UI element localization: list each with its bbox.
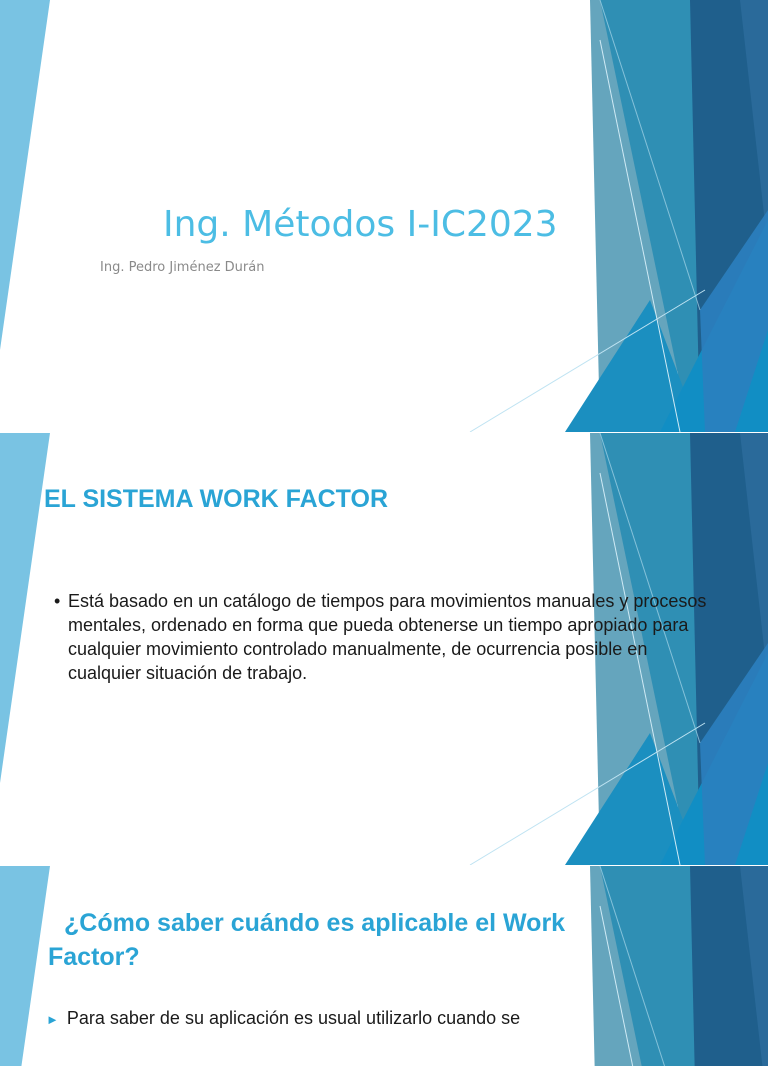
slide-applicability	[0, 866, 768, 1066]
slide-title	[0, 0, 768, 432]
bullet-point	[54, 589, 714, 685]
bullet-point	[46, 1006, 666, 1032]
arrow-bullet-icon: ►	[46, 1012, 59, 1027]
slide-heading	[48, 906, 568, 974]
presenter-name: Ing. Pedro Jiménez Durán	[100, 260, 265, 275]
bullet-dot-icon: •	[54, 591, 61, 611]
slide-work-factor	[0, 433, 768, 865]
slide-heading-text: ¿Cómo saber cuándo es aplicable el Work Factor?	[48, 909, 566, 971]
bullet-text: Para saber de su aplicación es usual utilizarlo cuando se	[66, 1008, 521, 1028]
slide-heading: EL SISTEMA WORK FACTOR	[44, 485, 388, 513]
bullet-text: Está basado en un catálogo de tiempos para movimientos manuales y procesos mentales, ordenado en forma que pueda obtenerse un tiempo apropiado para cualquier movimiento controlado manualmente, de ocurrencia posible en cualquier situación de trabajo.	[68, 591, 707, 683]
presentation-title: Ing. Métodos I-IC2023	[163, 204, 558, 245]
